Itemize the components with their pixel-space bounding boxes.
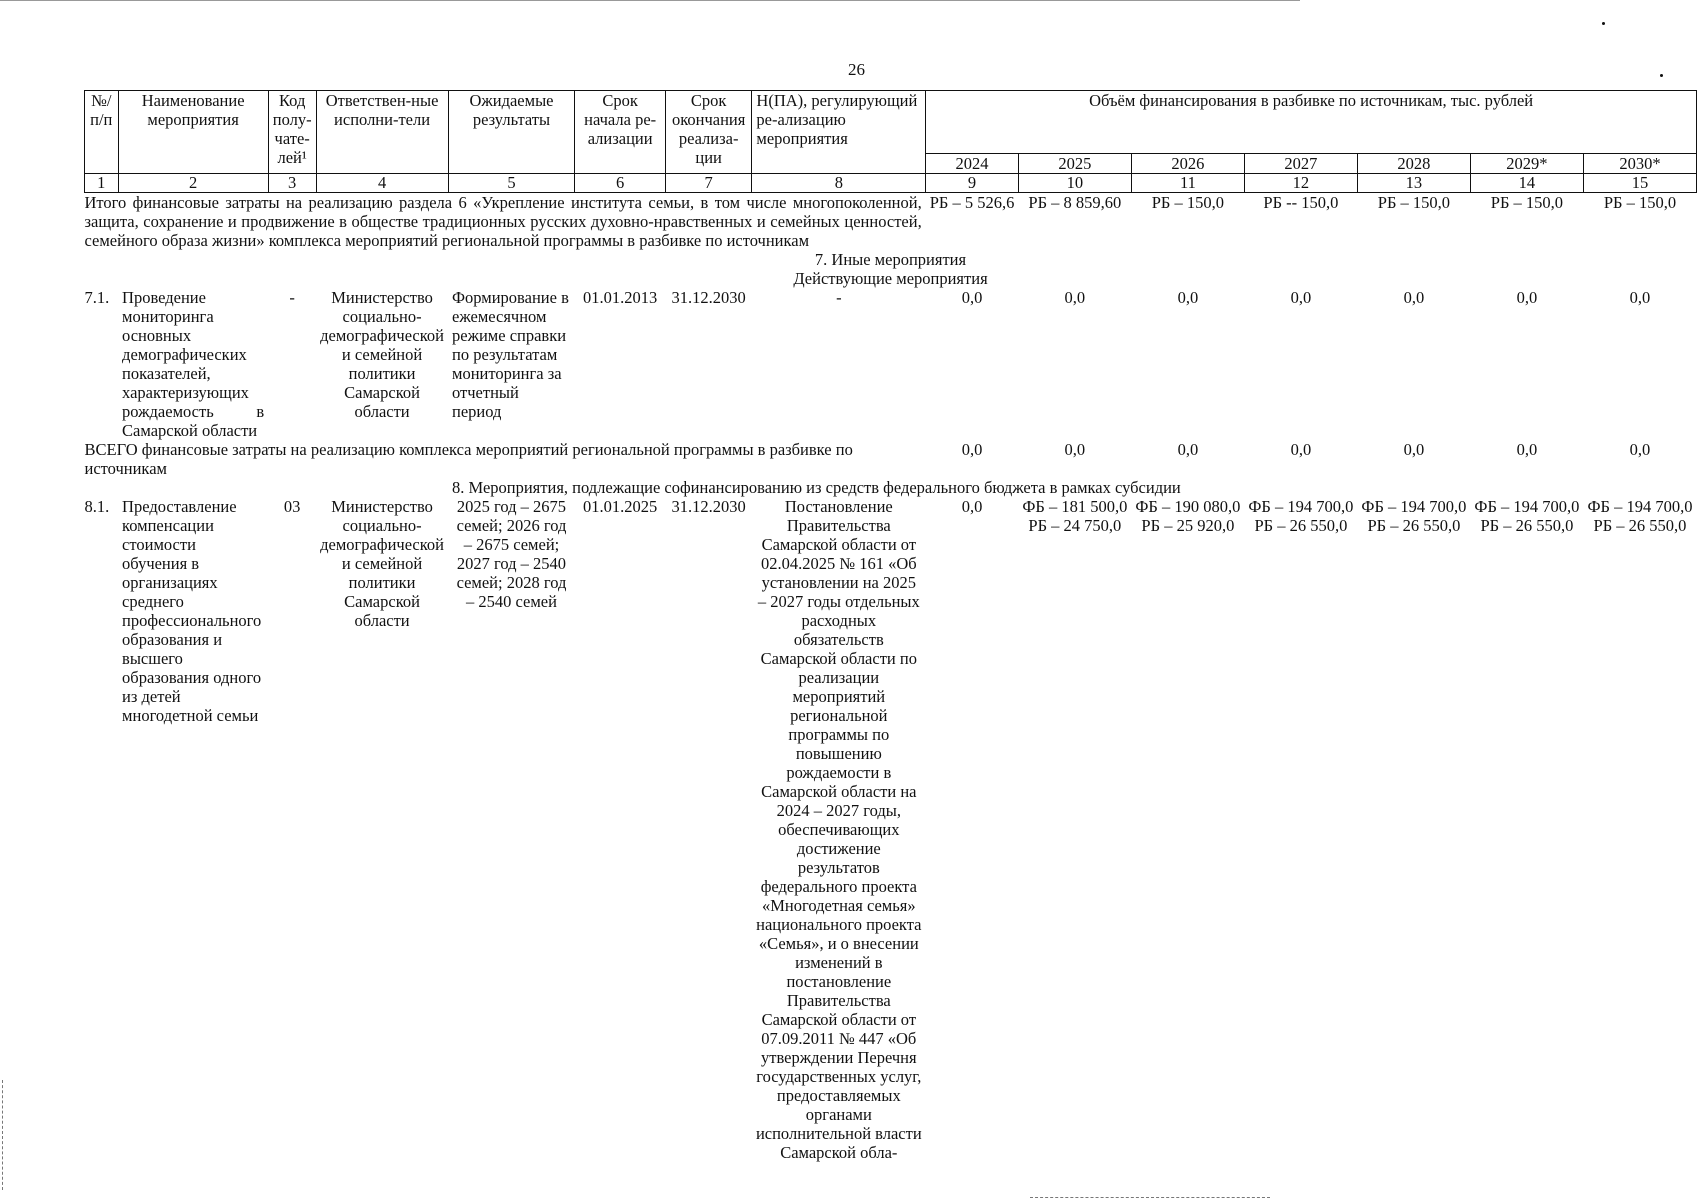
page-number: 26 xyxy=(848,60,865,79)
row-start-date: 01.01.2013 xyxy=(583,288,658,307)
column-number: 11 xyxy=(1131,174,1244,193)
total-all-text: ВСЕГО финансовые затраты на реализацию комплекса мероприятий региональной программы в разбивке по источникам xyxy=(84,440,853,478)
row-number: 7.1. xyxy=(84,288,110,307)
column-number: 7 xyxy=(665,174,752,193)
amount-cell: 0,0 xyxy=(1629,288,1651,307)
header-year: 2028 xyxy=(1357,154,1470,174)
row-end-date: 31.12.2030 xyxy=(671,497,746,516)
header-year: 2027 xyxy=(1244,154,1357,174)
header-end: Срок окончания реализа-ции xyxy=(665,91,752,174)
fb-amount: ФБ – 181 500,0 xyxy=(1022,497,1128,516)
rb-amount: РБ – 26 550,0 xyxy=(1480,516,1574,535)
amount-cell: 0,0 xyxy=(1403,440,1425,459)
amount-cell: 0,0 xyxy=(1516,288,1538,307)
fb-amount: ФБ – 194 700,0 xyxy=(1587,497,1693,516)
column-number: 1 xyxy=(85,174,119,193)
header-results: Ожидаемые результаты xyxy=(448,91,575,174)
column-number: 3 xyxy=(268,174,316,193)
amount-cell: РБ – 150,0 xyxy=(1377,193,1451,212)
section7-title: 7. Иные мероприятия xyxy=(814,250,967,269)
fb-amount: ФБ – 190 080,0 xyxy=(1135,497,1241,516)
amount-cell: 0,0 xyxy=(961,288,983,307)
amount-cell: 0,0 xyxy=(1629,440,1651,459)
scan-speck xyxy=(1660,74,1663,77)
column-number: 14 xyxy=(1470,174,1583,193)
row-start-date: 01.01.2025 xyxy=(583,497,658,516)
amount-cell: 0,0 xyxy=(1064,288,1086,307)
scan-speck xyxy=(1602,22,1605,25)
amount-cell: РБ – 8 859,60 xyxy=(1028,193,1122,212)
column-number: 12 xyxy=(1244,174,1357,193)
amount-cell xyxy=(1244,497,1357,1162)
total-section6-row xyxy=(85,193,1697,251)
column-number: 2 xyxy=(118,174,268,193)
amount-cell xyxy=(1583,497,1696,1162)
section8-title: 8. Мероприятия, подлежащие софинансированию из средств федерального бюджета в рамках субсидии xyxy=(452,478,1181,497)
rb-amount: РБ – 26 550,0 xyxy=(1593,516,1687,535)
header-executor: Ответствен-ные исполни-тели xyxy=(316,91,448,174)
amount-cell: 0,0 xyxy=(1516,440,1538,459)
column-number: 15 xyxy=(1583,174,1696,193)
amount-cell: 0,0 xyxy=(1177,440,1199,459)
column-number: 8 xyxy=(752,174,926,193)
amount-cell xyxy=(1357,497,1470,1162)
rb-amount: РБ – 25 920,0 xyxy=(1141,516,1235,535)
column-number: 4 xyxy=(316,174,448,193)
total-all-row xyxy=(85,440,1697,478)
fb-amount: ФБ – 194 700,0 xyxy=(1474,497,1580,516)
column-number: 10 xyxy=(1018,174,1131,193)
amount-cell: 0,0 xyxy=(1177,288,1199,307)
section7-title-row xyxy=(85,250,1697,269)
row-executor: Министерство социально-демографической и семейной политики Самарской области xyxy=(320,288,445,421)
row-code: - xyxy=(289,288,295,307)
column-number: 5 xyxy=(448,174,575,193)
amount-cell xyxy=(1470,497,1583,1162)
column-number: 9 xyxy=(926,174,1019,193)
amount-cell: 0,0 xyxy=(1290,288,1312,307)
amount-cell: 0,0 xyxy=(961,440,983,459)
program-table xyxy=(84,90,1697,1162)
row-npa: Постановление Правительства Самарской области от 02.04.2025 № 161 «Об установлении на 2025 – 2027 годы отдельных расходных обязательств Самарской области по реализации мероприятий региональной программы по повышению рождаемости в Самарской области на 2024 – 2027 годы, обеспечивающих достижение результатов федерального проекта «Многодетная семья» национального проекта «Семья», и о внесении изменений в постановление Правительства Самарской области от 07.09.2011 № 447 «Об утверждении Перечня государственных услуг, предоставляемых органами исполнительной власти Самарской обла- xyxy=(755,497,922,1162)
section7-subtitle-row xyxy=(85,269,1697,288)
amount-cell: 0,0 xyxy=(1064,440,1086,459)
amount-cell: РБ – 5 526,6 xyxy=(929,193,1015,212)
amount-cell: РБ – 150,0 xyxy=(1603,193,1677,212)
scan-edge-bottom xyxy=(1030,1197,1270,1198)
header-number: №/ п/п xyxy=(85,91,119,174)
amount-cell: 0,0 xyxy=(961,497,983,516)
table-row-8-1 xyxy=(85,497,1697,1162)
table-row-7-1 xyxy=(85,288,1697,440)
section7-subtitle: Действующие мероприятия xyxy=(793,269,988,288)
row-end-date: 31.12.2030 xyxy=(671,288,746,307)
header-name: Наименование мероприятия xyxy=(118,91,268,174)
amount-cell xyxy=(1018,497,1131,1162)
row-name: Предоставление компенсации стоимости обучения в организациях среднего профессионального образования и высшего образования одного из детей многодетной семьи xyxy=(122,497,262,725)
header-year: 2029* xyxy=(1470,154,1583,174)
amount-cell: РБ -- 150,0 xyxy=(1263,193,1339,212)
scan-edge-top xyxy=(0,0,1300,3)
rb-amount: РБ – 26 550,0 xyxy=(1367,516,1461,535)
header-year: 2024 xyxy=(926,154,1019,174)
header-year: 2030* xyxy=(1583,154,1696,174)
row-name: Проведение мониторинга основных демографических показателей, характеризующих рождаемость в Самарской области xyxy=(122,288,265,440)
column-number: 13 xyxy=(1357,174,1470,193)
table-header-row xyxy=(85,91,1697,154)
amount-cell xyxy=(1131,497,1244,1162)
header-code: Код полу-чате-лей¹ xyxy=(268,91,316,174)
rb-amount: РБ – 26 550,0 xyxy=(1254,516,1348,535)
total-section6-text: Итого финансовые затраты на реализацию раздела 6 «Укрепление института семьи, в том числе многопоколенной, защита, сохранение и продвижение в обществе традиционных русских духовно-нравственных и семейных ценностей, семейного образа жизни» комплекса мероприятий региональной программы в разбивке по источникам xyxy=(84,193,922,250)
row-executor: Министерство социально-демографической и семейной политики Самарской области xyxy=(320,497,445,630)
row-results: 2025 год – 2675 семей; 2026 год – 2675 семей; 2027 год – 2540 семей; 2028 год – 2540 семей xyxy=(456,497,567,611)
row-results: Формирование в ежемесячном режиме справки по результатам мониторинга за отчетный период xyxy=(452,288,569,421)
column-numbers-row xyxy=(85,174,1697,193)
amount-cell: РБ – 150,0 xyxy=(1151,193,1225,212)
header-npa: Н(ПА), регулирующий ре-ализацию мероприятия xyxy=(752,91,926,174)
fb-amount: ФБ – 194 700,0 xyxy=(1361,497,1467,516)
amount-cell: РБ – 150,0 xyxy=(1490,193,1564,212)
amount-cell: 0,0 xyxy=(1403,288,1425,307)
section8-title-row xyxy=(85,478,1697,497)
row-code: 03 xyxy=(283,497,301,516)
column-number: 6 xyxy=(575,174,665,193)
header-year: 2025 xyxy=(1018,154,1131,174)
row-number: 8.1. xyxy=(84,497,110,516)
rb-amount: РБ – 24 750,0 xyxy=(1028,516,1122,535)
scan-edge-left xyxy=(2,1080,5,1190)
header-start: Срок начала ре-ализации xyxy=(575,91,665,174)
header-year: 2026 xyxy=(1131,154,1244,174)
amount-cell: 0,0 xyxy=(1290,440,1312,459)
row-npa: - xyxy=(836,288,842,307)
header-funding: Объём финансирования в разбивке по источникам, тыс. рублей xyxy=(926,91,1697,154)
fb-amount: ФБ – 194 700,0 xyxy=(1248,497,1354,516)
